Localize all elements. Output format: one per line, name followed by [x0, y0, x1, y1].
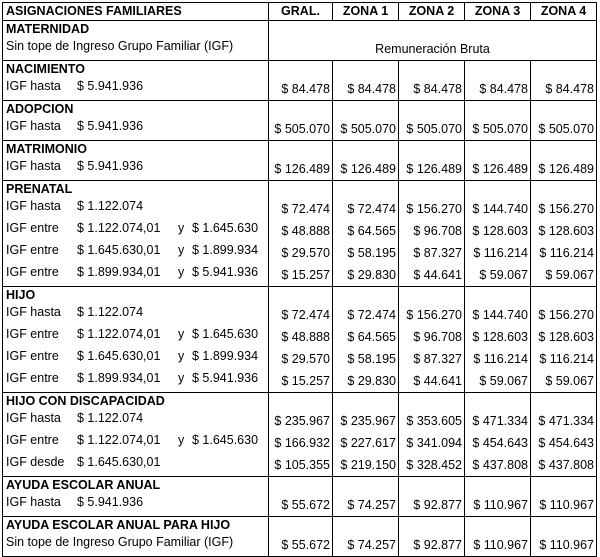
label-prefix: IGF hasta	[6, 119, 61, 133]
label-prefix: IGF desde	[6, 455, 65, 469]
row-label-parts	[6, 118, 266, 135]
row-label	[3, 326, 269, 348]
asignaciones-familiares-table-container	[2, 2, 596, 552]
row-label	[3, 534, 269, 557]
value-cell-gral: $ 105.355	[269, 454, 333, 477]
row-label-parts	[6, 326, 266, 343]
row-label-parts	[6, 370, 266, 387]
row-label-parts	[6, 220, 266, 237]
label-prefix: IGF entre	[6, 327, 59, 341]
section-title-spacer	[531, 181, 597, 199]
table-row	[3, 198, 597, 220]
value-cell-zona-2: $ 87.327	[399, 348, 465, 370]
value-cell-gral: $ 15.257	[269, 264, 333, 287]
value-cell-zona-1: $ 227.617	[333, 432, 399, 454]
section-title-spacer	[333, 517, 399, 535]
label-amount-from: $ 1.122.074,01	[77, 433, 161, 447]
section-title-spacer	[269, 181, 333, 199]
table-title: ASIGNACIONES FAMILIARES	[3, 3, 269, 21]
value-cell-zona-3: $ 126.489	[465, 158, 531, 181]
row-label-parts	[6, 494, 266, 511]
value-cell-zona-4: $ 437.808	[531, 454, 597, 477]
value-cell-zona-4: $ 110.967	[531, 534, 597, 557]
value-cell-zona-4: $ 505.070	[531, 118, 597, 141]
label-amount-from: $ 1.122.074	[77, 305, 144, 319]
label-amount-from: $ 1.645.630,01	[77, 455, 161, 469]
table-row	[3, 432, 597, 454]
value-cell-zona-1: $ 64.565	[333, 220, 399, 242]
value-cell-zona-2: $ 341.094	[399, 432, 465, 454]
row-label-parts	[6, 534, 268, 551]
section-title-spacer	[531, 61, 597, 79]
row-label	[3, 348, 269, 370]
row-label	[3, 410, 269, 432]
value-cell-gral: $ 55.672	[269, 494, 333, 517]
value-cell-gral: $ 55.672	[269, 534, 333, 557]
value-cell-zona-4: $ 454.643	[531, 432, 597, 454]
section-title: MATERNIDAD	[3, 21, 269, 39]
value-cell-zona-2: $ 87.327	[399, 242, 465, 264]
section-title-spacer	[269, 517, 333, 535]
value-cell-zona-1: $ 29.830	[333, 370, 399, 393]
section-title-spacer	[333, 141, 399, 159]
value-cell-zona-3: $ 59.067	[465, 264, 531, 287]
value-cell-zona-2: $ 44.641	[399, 370, 465, 393]
value-cell-zona-4: $ 126.489	[531, 158, 597, 181]
section-title-spacer	[399, 517, 465, 535]
value-cell-zona-3: $ 471.334	[465, 410, 531, 432]
value-cell-zona-1: $ 74.257	[333, 534, 399, 557]
section-title-spacer	[531, 287, 597, 305]
column-header-zona-3: ZONA 3	[465, 3, 531, 21]
section-title-row-nacimiento	[3, 61, 597, 79]
value-cell-zona-1: $ 219.150	[333, 454, 399, 477]
section-title-row-matrimonio	[3, 141, 597, 159]
section-title: AYUDA ESCOLAR ANUAL PARA HIJO	[3, 517, 269, 535]
section-title-spacer	[399, 101, 465, 119]
label-prefix: IGF hasta	[6, 79, 61, 93]
table-row	[3, 38, 597, 61]
value-cell-zona-2: $ 96.708	[399, 220, 465, 242]
table-row	[3, 242, 597, 264]
row-label	[3, 38, 269, 61]
row-label	[3, 118, 269, 141]
section-title-spacer	[269, 393, 333, 411]
value-cell-zona-3: $ 116.214	[465, 242, 531, 264]
label-prefix: IGF hasta	[6, 159, 61, 173]
section-title-spacer	[269, 21, 597, 39]
value-cell-zona-2: $ 328.452	[399, 454, 465, 477]
row-label	[3, 242, 269, 264]
value-cell-zona-4: $ 84.478	[531, 78, 597, 101]
row-label-parts	[6, 38, 268, 55]
label-prefix: Sin tope de Ingreso Grupo Familiar (IGF)	[6, 39, 234, 53]
value-cell-zona-4: $ 128.603	[531, 326, 597, 348]
value-cell-zona-2: $ 353.605	[399, 410, 465, 432]
value-cell-zona-2: $ 84.478	[399, 78, 465, 101]
label-prefix: IGF hasta	[6, 495, 61, 509]
value-cell-zona-4: $ 116.214	[531, 348, 597, 370]
row-label-parts	[6, 78, 266, 95]
section-title-spacer	[531, 101, 597, 119]
section-title-spacer	[465, 101, 531, 119]
value-cell-zona-3: $ 110.967	[465, 494, 531, 517]
row-label	[3, 304, 269, 326]
section-title-row-prenatal	[3, 181, 597, 199]
label-amount-to: $ 5.941.936	[192, 371, 259, 385]
section-title-spacer	[333, 393, 399, 411]
label-amount-from: $ 5.941.936	[77, 495, 144, 509]
section-title-spacer	[269, 477, 333, 495]
value-cell-zona-1: $ 126.489	[333, 158, 399, 181]
label-prefix: IGF hasta	[6, 199, 61, 213]
value-cell-zona-1: $ 72.474	[333, 304, 399, 326]
row-label-parts	[6, 304, 266, 321]
value-cell-zona-1: $ 58.195	[333, 242, 399, 264]
label-connector: y	[178, 433, 185, 447]
section-title-spacer	[269, 61, 333, 79]
section-title-spacer	[531, 393, 597, 411]
value-cell-zona-2: $ 126.489	[399, 158, 465, 181]
column-header-zona-2: ZONA 2	[399, 3, 465, 21]
row-label-parts	[6, 198, 266, 215]
row-label-parts	[6, 158, 266, 175]
value-cell-gral: $ 235.967	[269, 410, 333, 432]
label-amount-from: $ 1.122.074	[77, 411, 144, 425]
value-cell-zona-3: $ 454.643	[465, 432, 531, 454]
value-cell-zona-4: $ 156.270	[531, 304, 597, 326]
value-cell-zona-3: $ 116.214	[465, 348, 531, 370]
section-title-row-adopcion	[3, 101, 597, 119]
value-cell-zona-4: $ 116.214	[531, 242, 597, 264]
label-amount-to: $ 1.899.934	[192, 349, 259, 363]
label-amount-from: $ 5.941.936	[77, 159, 144, 173]
label-amount-to: $ 1.645.630	[192, 327, 259, 341]
value-cell-gral: $ 48.888	[269, 326, 333, 348]
section-title-spacer	[399, 393, 465, 411]
label-prefix: IGF entre	[6, 349, 59, 363]
section-title-spacer	[269, 287, 333, 305]
row-label	[3, 220, 269, 242]
section-title: HIJO	[3, 287, 269, 305]
section-title-spacer	[531, 141, 597, 159]
label-connector: y	[178, 371, 185, 385]
section-title-spacer	[333, 477, 399, 495]
section-title: AYUDA ESCOLAR ANUAL	[3, 477, 269, 495]
value-cell-zona-4: $ 59.067	[531, 264, 597, 287]
section-title: NACIMIENTO	[3, 61, 269, 79]
section-title-spacer	[465, 393, 531, 411]
section-title-row-hijo-con-discapacidad	[3, 393, 597, 411]
asignaciones-table	[2, 2, 597, 557]
label-connector: y	[178, 265, 185, 279]
label-amount-from: $ 5.941.936	[77, 79, 144, 93]
value-cell-zona-2: $ 156.270	[399, 304, 465, 326]
label-amount-from: $ 1.122.074,01	[77, 327, 161, 341]
label-amount-to: $ 5.941.936	[192, 265, 259, 279]
section-title-spacer	[465, 287, 531, 305]
section-title-spacer	[269, 101, 333, 119]
label-connector: y	[178, 349, 185, 363]
table-row	[3, 304, 597, 326]
row-label-parts	[6, 432, 266, 449]
section-title-spacer	[333, 287, 399, 305]
table-body	[3, 3, 597, 557]
value-cell-zona-4: $ 59.067	[531, 370, 597, 393]
value-cell-gral: $ 84.478	[269, 78, 333, 101]
section-title-spacer	[465, 141, 531, 159]
value-cell-zona-1: $ 58.195	[333, 348, 399, 370]
label-prefix: IGF hasta	[6, 305, 61, 319]
label-connector: y	[178, 221, 185, 235]
section-title-spacer	[333, 61, 399, 79]
section-title-spacer	[399, 287, 465, 305]
value-cell-zona-1: $ 84.478	[333, 78, 399, 101]
value-cell-zona-1: $ 72.474	[333, 198, 399, 220]
section-title-spacer	[531, 477, 597, 495]
label-prefix: Sin tope de Ingreso Grupo Familiar (IGF)	[6, 535, 234, 549]
section-title: PRENATAL	[3, 181, 269, 199]
table-row	[3, 348, 597, 370]
section-title-spacer	[399, 61, 465, 79]
section-title-spacer	[399, 181, 465, 199]
section-title: ADOPCION	[3, 101, 269, 119]
section-title-spacer	[531, 517, 597, 535]
section-title-spacer	[399, 477, 465, 495]
row-label	[3, 198, 269, 220]
label-amount-from: $ 5.941.936	[77, 119, 144, 133]
table-row	[3, 264, 597, 287]
section-title-spacer	[465, 477, 531, 495]
value-cell-gral: $ 48.888	[269, 220, 333, 242]
table-row	[3, 454, 597, 477]
row-label	[3, 78, 269, 101]
value-cell-zona-2: $ 44.641	[399, 264, 465, 287]
label-prefix: IGF hasta	[6, 411, 61, 425]
row-label-parts	[6, 242, 266, 259]
section-title-row-ayuda-escolar-anual-para-hijo	[3, 517, 597, 535]
row-label-parts	[6, 348, 266, 365]
row-label-parts	[6, 264, 266, 281]
value-cell-zona-1: $ 64.565	[333, 326, 399, 348]
section-title-row-maternidad	[3, 21, 597, 39]
value-cell-zona-3: $ 128.603	[465, 326, 531, 348]
label-amount-from: $ 1.122.074	[77, 199, 144, 213]
label-amount-from: $ 1.645.630,01	[77, 349, 161, 363]
value-cell-zona-2: $ 96.708	[399, 326, 465, 348]
row-label	[3, 158, 269, 181]
row-label	[3, 264, 269, 287]
label-amount-from: $ 1.122.074,01	[77, 221, 161, 235]
value-cell-zona-4: $ 128.603	[531, 220, 597, 242]
value-cell-gral: $ 126.489	[269, 158, 333, 181]
table-row	[3, 158, 597, 181]
label-connector: y	[178, 243, 185, 257]
value-cell-zona-2: $ 92.877	[399, 534, 465, 557]
label-prefix: IGF entre	[6, 221, 59, 235]
section-title-spacer	[333, 181, 399, 199]
value-cell-zona-4: $ 156.270	[531, 198, 597, 220]
value-cell-gral: $ 15.257	[269, 370, 333, 393]
column-header-zona-1: ZONA 1	[333, 3, 399, 21]
value-cell-zona-3: $ 144.740	[465, 198, 531, 220]
label-prefix: IGF entre	[6, 265, 59, 279]
section-title-spacer	[399, 141, 465, 159]
value-cell-zona-1: $ 235.967	[333, 410, 399, 432]
table-row	[3, 118, 597, 141]
section-title-row-hijo	[3, 287, 597, 305]
section-title-row-ayuda-escolar-anual	[3, 477, 597, 495]
label-amount-to: $ 1.645.630	[192, 221, 259, 235]
section-title-spacer	[333, 101, 399, 119]
label-amount-to: $ 1.645.630	[192, 433, 259, 447]
column-header-gral: GRAL.	[269, 3, 333, 21]
table-row	[3, 410, 597, 432]
value-cell-zona-3: $ 59.067	[465, 370, 531, 393]
value-cell-gral: $ 29.570	[269, 242, 333, 264]
table-row	[3, 534, 597, 557]
value-cell-gral: $ 505.070	[269, 118, 333, 141]
value-cell-zona-3: $ 144.740	[465, 304, 531, 326]
row-label	[3, 454, 269, 477]
row-label-parts	[6, 410, 266, 427]
section-title-spacer	[465, 61, 531, 79]
label-prefix: IGF entre	[6, 433, 59, 447]
value-cell-gral: $ 72.474	[269, 198, 333, 220]
row-label	[3, 370, 269, 393]
value-cell-gral: $ 166.932	[269, 432, 333, 454]
section-title: HIJO CON DISCAPACIDAD	[3, 393, 269, 411]
value-cell-zona-1: $ 29.830	[333, 264, 399, 287]
table-row	[3, 494, 597, 517]
label-amount-from: $ 1.645.630,01	[77, 243, 161, 257]
value-cell-gral: $ 72.474	[269, 304, 333, 326]
label-prefix: IGF entre	[6, 371, 59, 385]
table-row	[3, 220, 597, 242]
value-cell-zona-3: $ 128.603	[465, 220, 531, 242]
table-row	[3, 370, 597, 393]
remuneracion-bruta-note: Remuneración Bruta	[269, 38, 597, 61]
section-title-spacer	[465, 517, 531, 535]
table-row	[3, 78, 597, 101]
header-row	[3, 3, 597, 21]
value-cell-zona-3: $ 84.478	[465, 78, 531, 101]
value-cell-zona-3: $ 505.070	[465, 118, 531, 141]
section-title-spacer	[269, 141, 333, 159]
label-amount-from: $ 1.899.934,01	[77, 265, 161, 279]
value-cell-zona-3: $ 110.967	[465, 534, 531, 557]
value-cell-zona-3: $ 437.808	[465, 454, 531, 477]
row-label	[3, 432, 269, 454]
value-cell-zona-2: $ 156.270	[399, 198, 465, 220]
value-cell-zona-2: $ 92.877	[399, 494, 465, 517]
label-prefix: IGF entre	[6, 243, 59, 257]
value-cell-zona-4: $ 110.967	[531, 494, 597, 517]
label-amount-from: $ 1.899.934,01	[77, 371, 161, 385]
section-title-spacer	[465, 181, 531, 199]
value-cell-zona-2: $ 505.070	[399, 118, 465, 141]
label-amount-to: $ 1.899.934	[192, 243, 259, 257]
value-cell-zona-1: $ 505.070	[333, 118, 399, 141]
column-header-zona-4: ZONA 4	[531, 3, 597, 21]
value-cell-zona-4: $ 471.334	[531, 410, 597, 432]
value-cell-zona-1: $ 74.257	[333, 494, 399, 517]
label-connector: y	[178, 327, 185, 341]
table-row	[3, 326, 597, 348]
row-label-parts	[6, 454, 266, 471]
section-title: MATRIMONIO	[3, 141, 269, 159]
row-label	[3, 494, 269, 517]
value-cell-gral: $ 29.570	[269, 348, 333, 370]
